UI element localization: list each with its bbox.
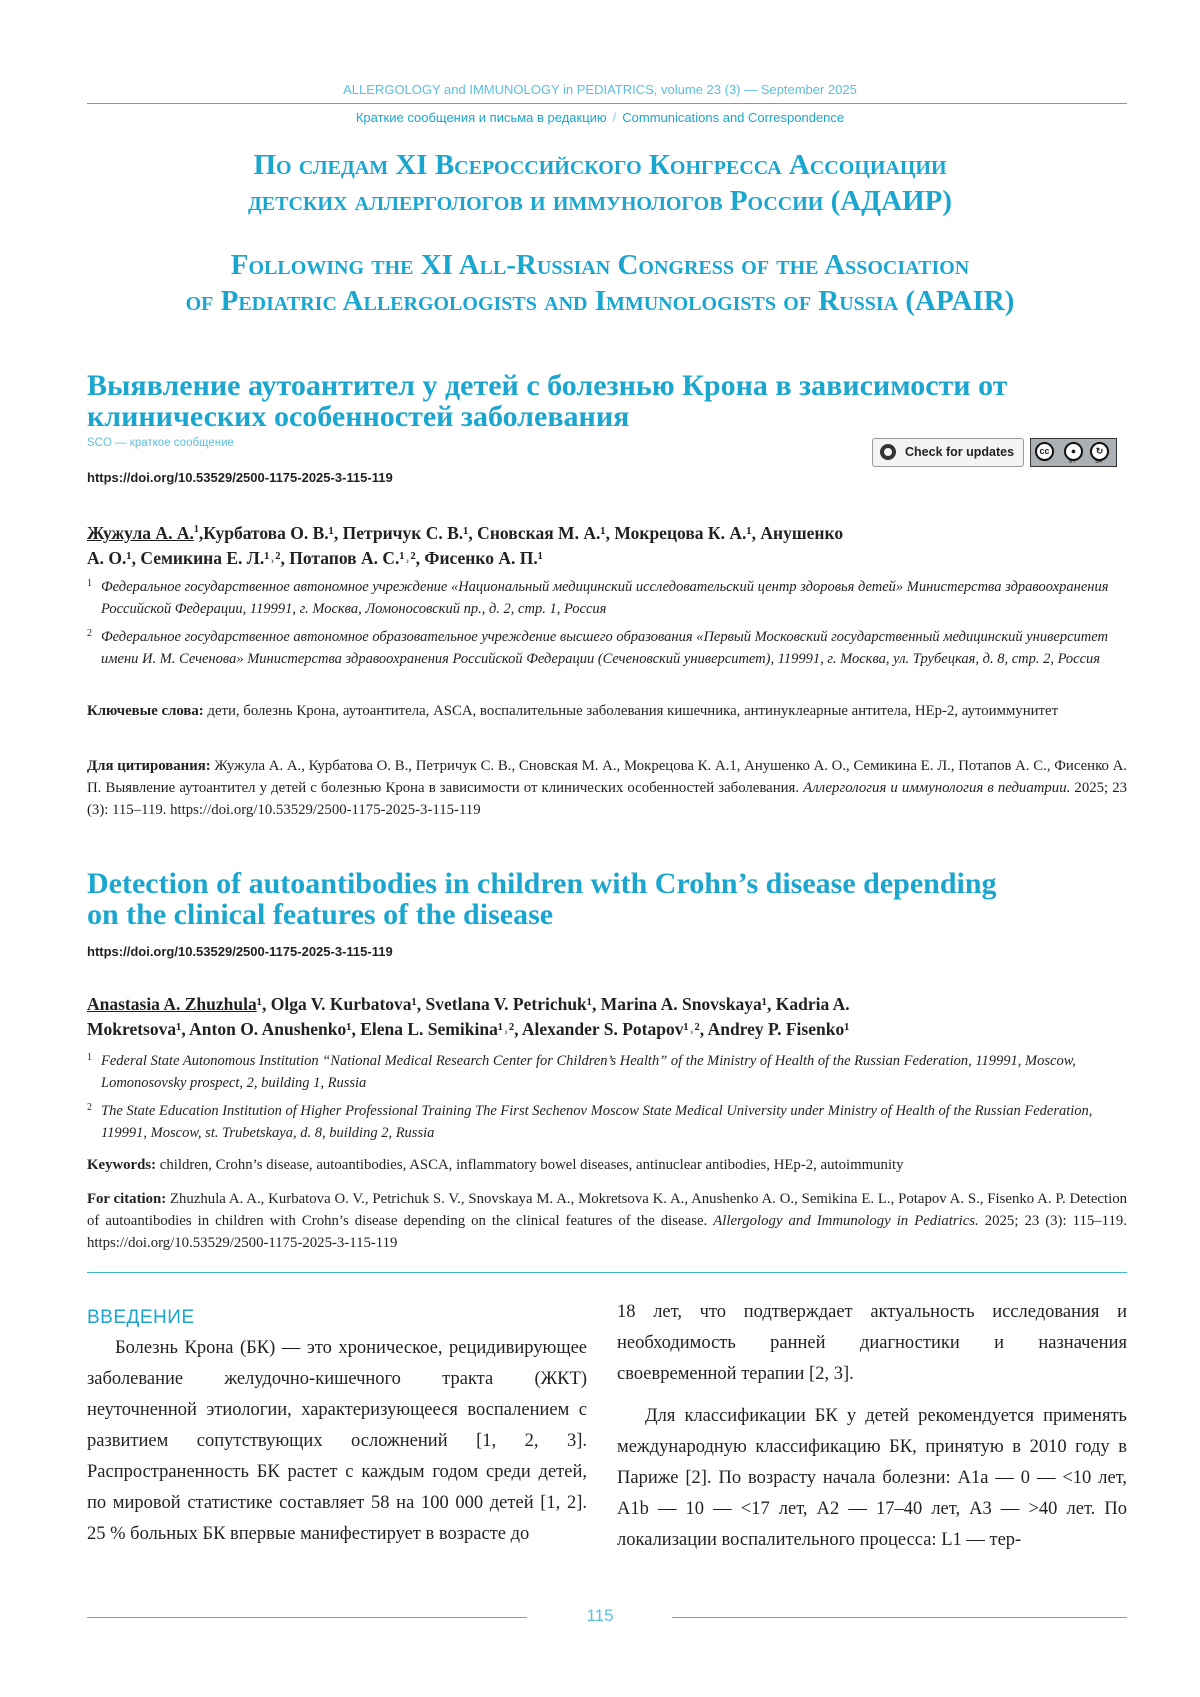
affiliation-en-2 bbox=[87, 1100, 1127, 1144]
article-type: SCO — краткое сообщение bbox=[87, 437, 234, 449]
article-title-ru bbox=[87, 370, 1127, 432]
citation-label: Для цитирования: bbox=[87, 758, 211, 774]
citation-journal: Аллергология и иммунология в педиатрии. bbox=[803, 780, 1071, 796]
authors-ru-line1: ,Курбатова О. В.¹, Петричук С. В.¹, Сновская М. А.¹, Мокрецова К. А.¹, Анушенко bbox=[198, 522, 844, 543]
keywords-label: Keywords: bbox=[87, 1157, 157, 1173]
authors-ru: Жужула А. А.$^1$,Курбатова О. В.¹, Петричук С. В.¹, Сновская М. А.¹, Мокрецова К. А.¹, Анушенко А. О.¹, Семикина Е. Л.¹˒², Потапов А. С.¹˒², Фисенко А. П.¹ bbox=[87, 517, 1127, 571]
footer-rule-right bbox=[672, 1617, 1127, 1618]
conference-en-line2: of Pediatric Allergologists and Immunologists of Russia (APAIR) bbox=[185, 285, 1015, 317]
share-alike-icon: ↻ bbox=[1090, 442, 1109, 461]
conference-en-line1: Following the XI All-Russian Congress of the Association bbox=[230, 249, 970, 281]
first-author-en: Anastasia A. Zhuzhula bbox=[87, 994, 257, 1014]
by-person-icon: ● bbox=[1064, 442, 1083, 461]
keywords-text: дети, болезнь Крона, аутоантитела, ASCA, воспалительные заболевания кишечника, антинуклеарные антитела, HEp-2, аутоиммунитет bbox=[207, 703, 1059, 719]
section-ru: Краткие сообщения и письма в редакцию bbox=[355, 110, 607, 125]
authors-en-line1: ¹, Olga V. Kurbatova¹, Svetlana V. Petrichuk¹, Marina A. Snovskaya¹, Kadria A. bbox=[256, 994, 850, 1014]
check-updates-label: Check for updates bbox=[905, 445, 1015, 459]
section-divider bbox=[87, 1272, 1127, 1273]
authors-ru-line2: А. О.¹, Семикина Е. Л.¹˒², Потапов А. С.¹˒², Фисенко А. П.¹ bbox=[87, 547, 543, 568]
body-paragraph: Болезнь Крона (БК) — это хроническое, рецидивирующее заболевание желудочно-кишечного тракта (ЖКТ) неуточненной этиологии, характеризующееся воспалением с развитием сопутствующих осложнений [1, 2, 3]. Распространенность БК растет с каждым годом среди детей, по мировой статистике составляет 58 на 100 000 детей [1, 2]. 25 % больных БК впервые манифестирует в возрасте до bbox=[87, 1338, 587, 1544]
body-column-left bbox=[87, 1302, 587, 1550]
header-rule bbox=[87, 103, 1127, 104]
conference-ru-line1: По следам XI Всероссийского Конгресса Ассоциации bbox=[253, 149, 947, 181]
cc-icon: cc bbox=[1035, 442, 1054, 461]
title-ru-line2: клинических особенностей заболевания bbox=[87, 400, 630, 433]
citation-journal: Allergology and Immunology in Pediatrics. bbox=[713, 1213, 979, 1229]
page-number: 115 bbox=[586, 1606, 614, 1625]
aff-text: Federal State Autonomous Institution “National Medical Research Center for Children’s Health” of the Ministry of Health of the Russian Federation, 119991, Moscow, Lomonosovsky prospect, 2, building 1, Russia bbox=[101, 1053, 1076, 1091]
aff-text: Федеральное государственное автономное учреждение «Национальный медицинский исследовательский центр здоровья детей» Министерства здравоохранения Российской Федерации, 119991, г. Москва, Ломоносовский пр., д. 2, стр. 1, Россия bbox=[101, 579, 1109, 617]
aff-text: Федеральное государственное автономное образовательное учреждение высшего образования «Первый Московский государственный медицинский университет имени И. М. Сеченова» Министерства здравоохранения Российской Федерации (Сеченовский университет), 119991, г. Москва, ул. Трубецкая, д. 8, стр. 2, Россия bbox=[101, 629, 1108, 667]
affiliation-ru-2 bbox=[87, 626, 1127, 670]
aff-number: 1 bbox=[87, 1052, 92, 1063]
citation-label: For citation: bbox=[87, 1191, 167, 1207]
body-paragraph: Для классификации БК у детей рекомендуется применять международную классификацию БК, принятую в 2010 году в Париже [2]. По возрасту начала болезни: A1a — 0 — <10 лет, A1b — 10 — <17 лет, A2 — 17–40 лет, A3 — >40 лет. По локализации воспалительного процесса: L1 — тер- bbox=[617, 1406, 1127, 1550]
cc-license-badge[interactable] bbox=[1030, 438, 1117, 467]
citation-tail: 2025; 23 (3): 115–119. https://doi.org/10.53529/2500-1175-2025-3-115-119 bbox=[87, 780, 1128, 818]
body-column-right bbox=[617, 1297, 1127, 1556]
conference-heading-ru bbox=[60, 147, 1140, 219]
aff-number: 2 bbox=[87, 1102, 92, 1113]
sa-label: SA bbox=[1095, 459, 1102, 465]
journal-running-head: ALLERGOLOGY and IMMUNOLOGY in PEDIATRICS, volume 23 (3) — September 2025 bbox=[343, 82, 857, 97]
keywords-text: children, Crohn’s disease, autoantibodies, ASCA, inflammatory bowel diseases, antinuclear antibodies, HEp-2, autoimmunity bbox=[159, 1157, 904, 1173]
by-label: BY bbox=[1069, 459, 1076, 465]
conference-heading-en bbox=[60, 247, 1140, 319]
section-separator: / bbox=[612, 110, 617, 125]
doi-link-en[interactable]: https://doi.org/10.53529/2500-1175-2025-3-115-119 bbox=[87, 944, 393, 959]
keywords-label: Ключевые слова: bbox=[87, 703, 204, 719]
aff-number: 1 bbox=[87, 578, 92, 589]
keywords-en bbox=[87, 1154, 1127, 1176]
authors-en-line2: Mokretsova¹, Anton O. Anushenko¹, Elena L. Semikina¹˒², Alexander S. Potapov¹˒², Andrey P. Fisenko¹ bbox=[87, 1019, 850, 1039]
citation-tail: 2025; 23 (3): 115–119. https://doi.org/10.53529/2500-1175-2025-3-115-119 bbox=[87, 1213, 1127, 1251]
intro-heading: ВВЕДЕНИЕ bbox=[87, 1307, 195, 1328]
citation-main: Жужула А. А., Курбатова О. В., Петричук С. В., Сновская М. А., Мокрецова К. А.1, Анушенко А. О., Семикина Е. Л., Потапов А. С., Фисенко А. П. Выявление аутоантител у детей с болезнью Крона в зависимости от клинических особенностей заболевания. bbox=[87, 758, 1127, 796]
check-for-updates-button[interactable] bbox=[872, 438, 1024, 467]
article-title-en bbox=[87, 868, 1127, 930]
conference-ru-line2: детских аллергологов и иммунологов России (АДАИР) bbox=[248, 185, 952, 217]
section-line bbox=[0, 110, 1200, 125]
aff-text: The State Education Institution of Higher Professional Training The First Sechenov Moscow State Medical University under Ministry of Health of the Russian Federation, 119991, Moscow, st. Trubetskaya, d. 8, building 2, Russia bbox=[101, 1103, 1093, 1141]
crossmark-icon bbox=[880, 444, 896, 460]
section-en: Communications and Correspondence bbox=[622, 110, 845, 125]
authors-en bbox=[87, 992, 1127, 1042]
affiliation-en-1 bbox=[87, 1050, 1127, 1094]
title-en-line1: Detection of autoantibodies in children with Crohn’s disease depending bbox=[87, 867, 997, 900]
citation-ru bbox=[87, 755, 1127, 821]
affiliation-ru-1 bbox=[87, 576, 1127, 620]
aff-number: 2 bbox=[87, 628, 92, 639]
title-ru-line1: Выявление аутоантител у детей с болезнью Крона в зависимости от bbox=[87, 369, 1008, 402]
title-en-line2: on the clinical features of the disease bbox=[87, 898, 554, 931]
citation-main: Zhuzhula A. A., Kurbatova O. V., Petrichuk S. V., Snovskaya M. A., Mokretsova K. A., Anushenko A. O., Semikina E. L., Potapov A. S., Fisenko A. P. Detection of autoantibodies in children with Crohn’s disease depending on the clinical features of the disease. bbox=[87, 1191, 1128, 1229]
first-author-ru: Жужула А. А. bbox=[87, 522, 194, 543]
body-paragraph: 18 лет, что подтверждает актуальность исследования и необходимость ранней диагностики и назначения своевременной терапии [2, 3]. bbox=[617, 1302, 1127, 1384]
keywords-ru bbox=[87, 700, 1127, 722]
doi-link-ru[interactable]: https://doi.org/10.53529/2500-1175-2025-3-115-119 bbox=[87, 470, 393, 485]
citation-en bbox=[87, 1188, 1127, 1254]
